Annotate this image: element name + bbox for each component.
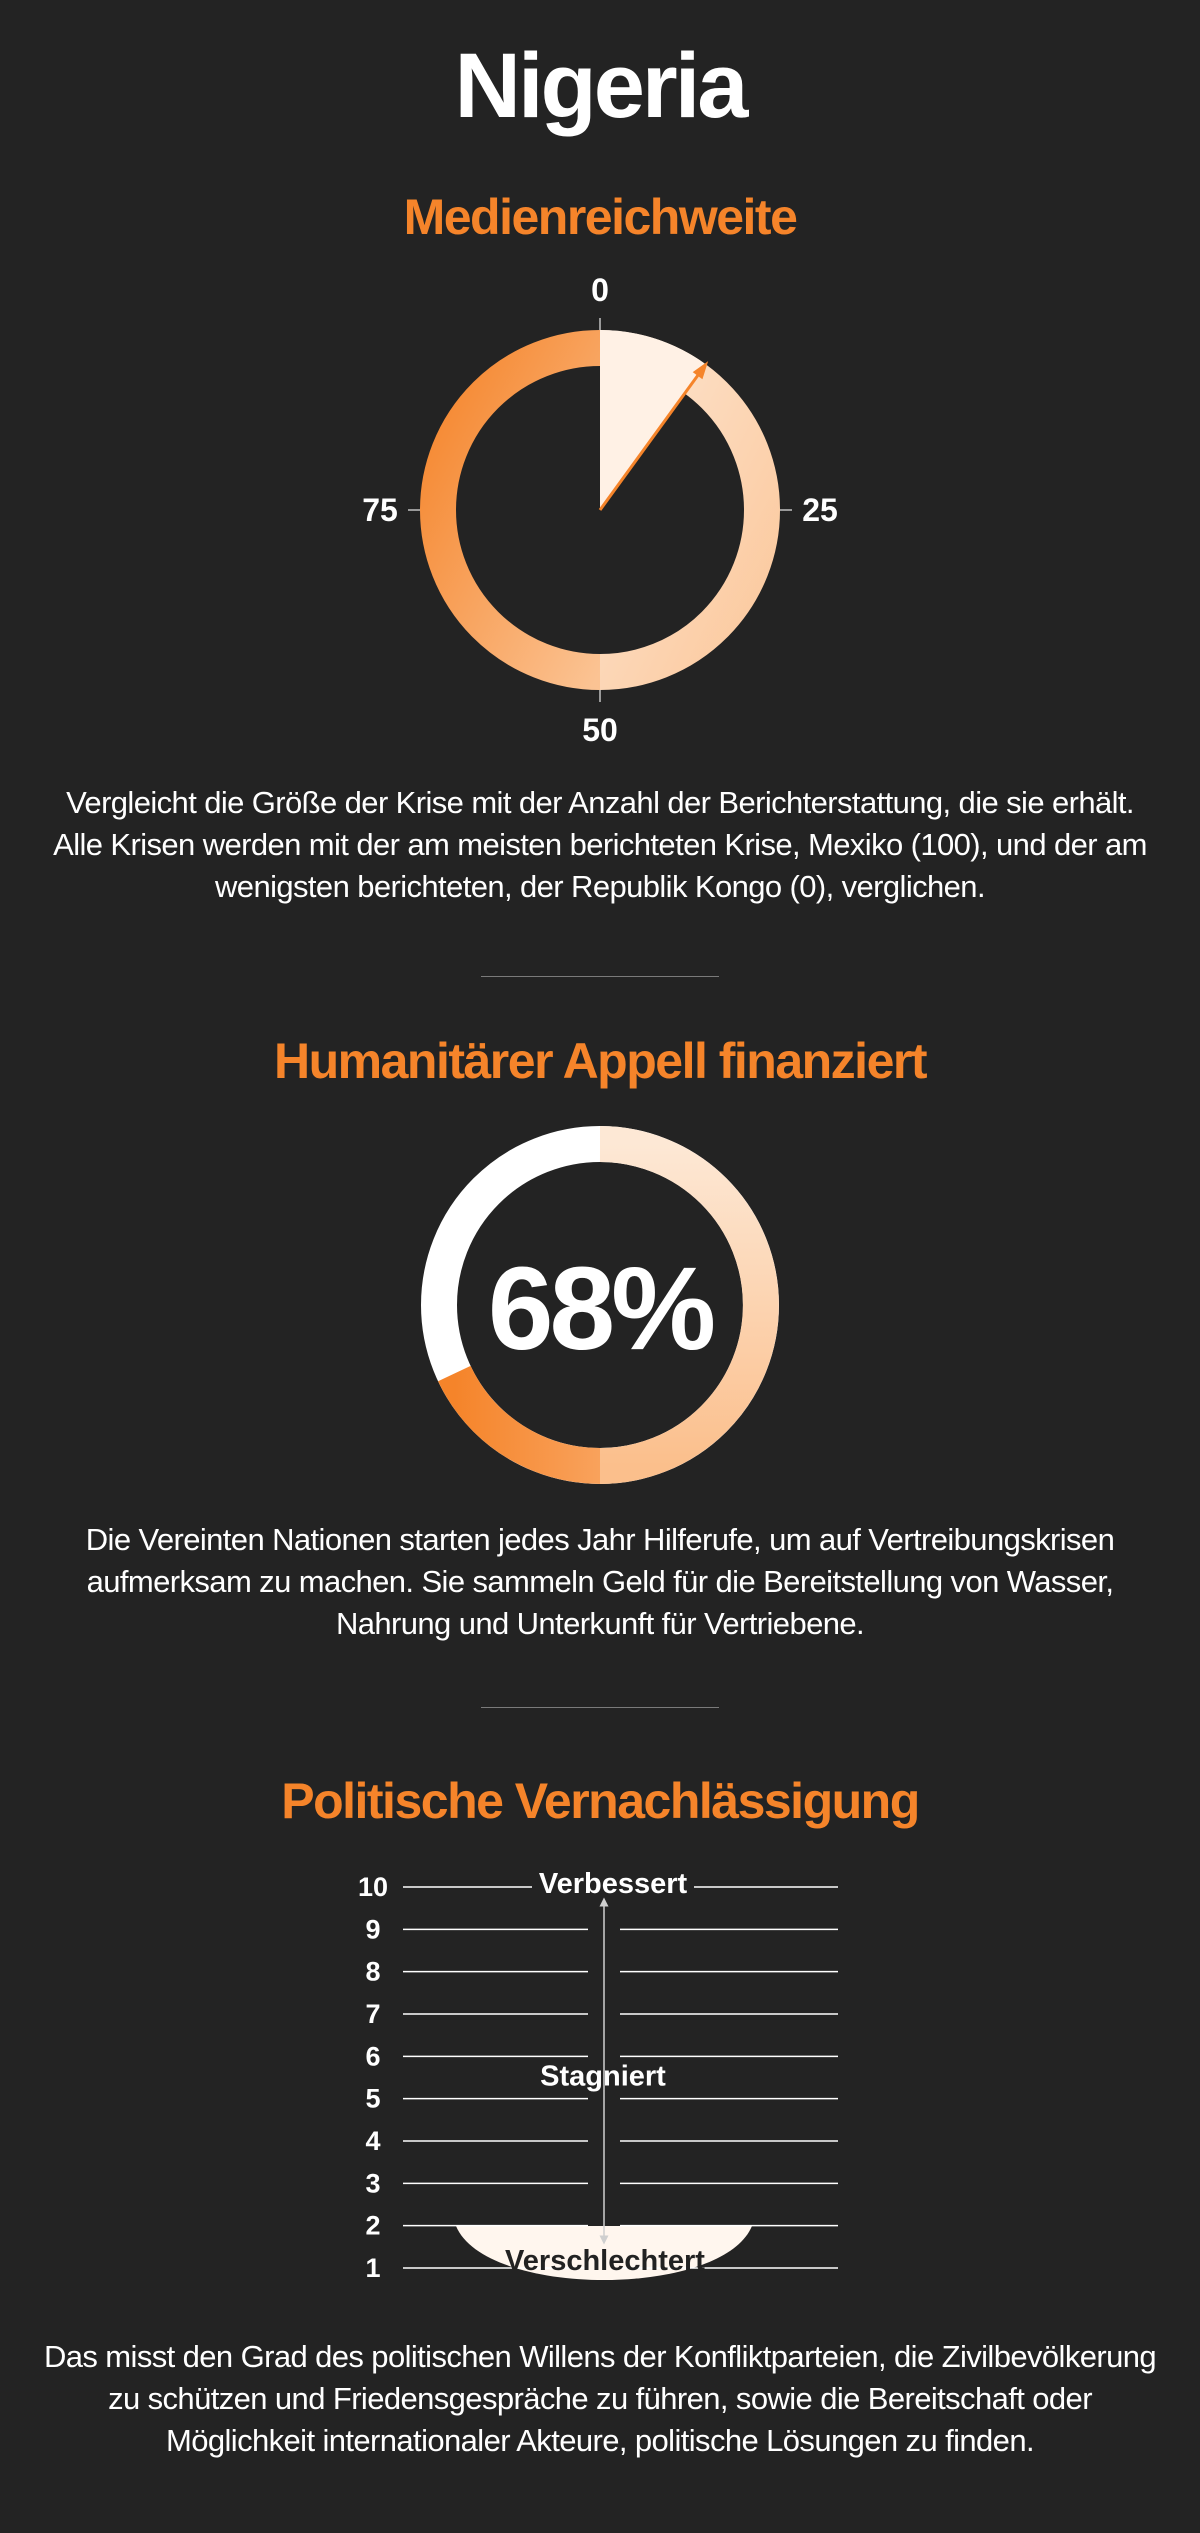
gauge-tick-label: 25	[802, 492, 838, 528]
media-reach-gauge	[340, 270, 860, 750]
scale-level-label: 7	[365, 1999, 381, 2029]
gauge-ring-left-half	[438, 348, 600, 672]
gauge-value-wedge	[600, 330, 706, 510]
scale-level-label: 4	[365, 2126, 381, 2156]
gauge-tick-label: 75	[362, 492, 398, 528]
scale-level-label: 9	[365, 1914, 381, 1945]
media-reach-description: Vergleicht die Größe der Krise mit der Anzahl der Berichterstattung, die sie erhält. Alle Krisen werden mit der am meisten berichteten Krise, Mexiko (100), und der am wenigsten berichteten, der Republik Kongo (0), verglichen.	[53, 785, 1147, 904]
scale-level-label: 6	[365, 2041, 381, 2072]
gauge-tick-label: 50	[582, 712, 618, 748]
scale-level-label: 5	[365, 2083, 381, 2114]
appeal-title: Humanitärer Appell finanziert	[274, 1033, 926, 1089]
scale-label-improved: Verbessert	[538, 1868, 688, 1900]
scale-level-label: 3	[365, 2168, 381, 2199]
political-title: Politische Vernachlässigung	[281, 1773, 919, 1829]
page-title: Nigeria	[454, 35, 746, 137]
scale-label-stagnant: Stagniert	[540, 2060, 666, 2093]
scale-level-label: 1	[365, 2253, 381, 2283]
scale-level-label: 10	[357, 1872, 389, 1902]
scale-level-label: 8	[365, 1956, 381, 1987]
political-description: Das misst den Grad des politischen Willens der Konfliktparteien, die Zivilbevölkerung zu schützen und Friedensgespräche zu führen, sowie die Bereitschaft oder Möglichkeit internationaler Akteure, politische Lösungen zu finden.	[43, 2339, 1157, 2458]
appeal-percent-label: 68%	[487, 1243, 713, 1375]
donut-funded-arc-left	[454, 1374, 600, 1466]
appeal-donut	[400, 1110, 800, 1510]
political-scale	[330, 1850, 870, 2300]
appeal-description: Die Vereinten Nationen starten jedes Jahr Hilferufe, um auf Vertreibungskrisen aufmerksam zu machen. Sie sammeln Geld für die Bereitstellung von Wasser, Nahrung und Unterkunft für Vertriebene.	[85, 1522, 1115, 1641]
gauge-tick-label: 0	[591, 272, 609, 308]
scale-level-label: 2	[365, 2210, 381, 2241]
section-divider	[481, 1707, 719, 1708]
section-divider	[481, 976, 719, 977]
scale-label-worsened: Verschlechtert	[505, 2245, 705, 2277]
media-reach-title: Medienreichweite	[403, 189, 797, 245]
